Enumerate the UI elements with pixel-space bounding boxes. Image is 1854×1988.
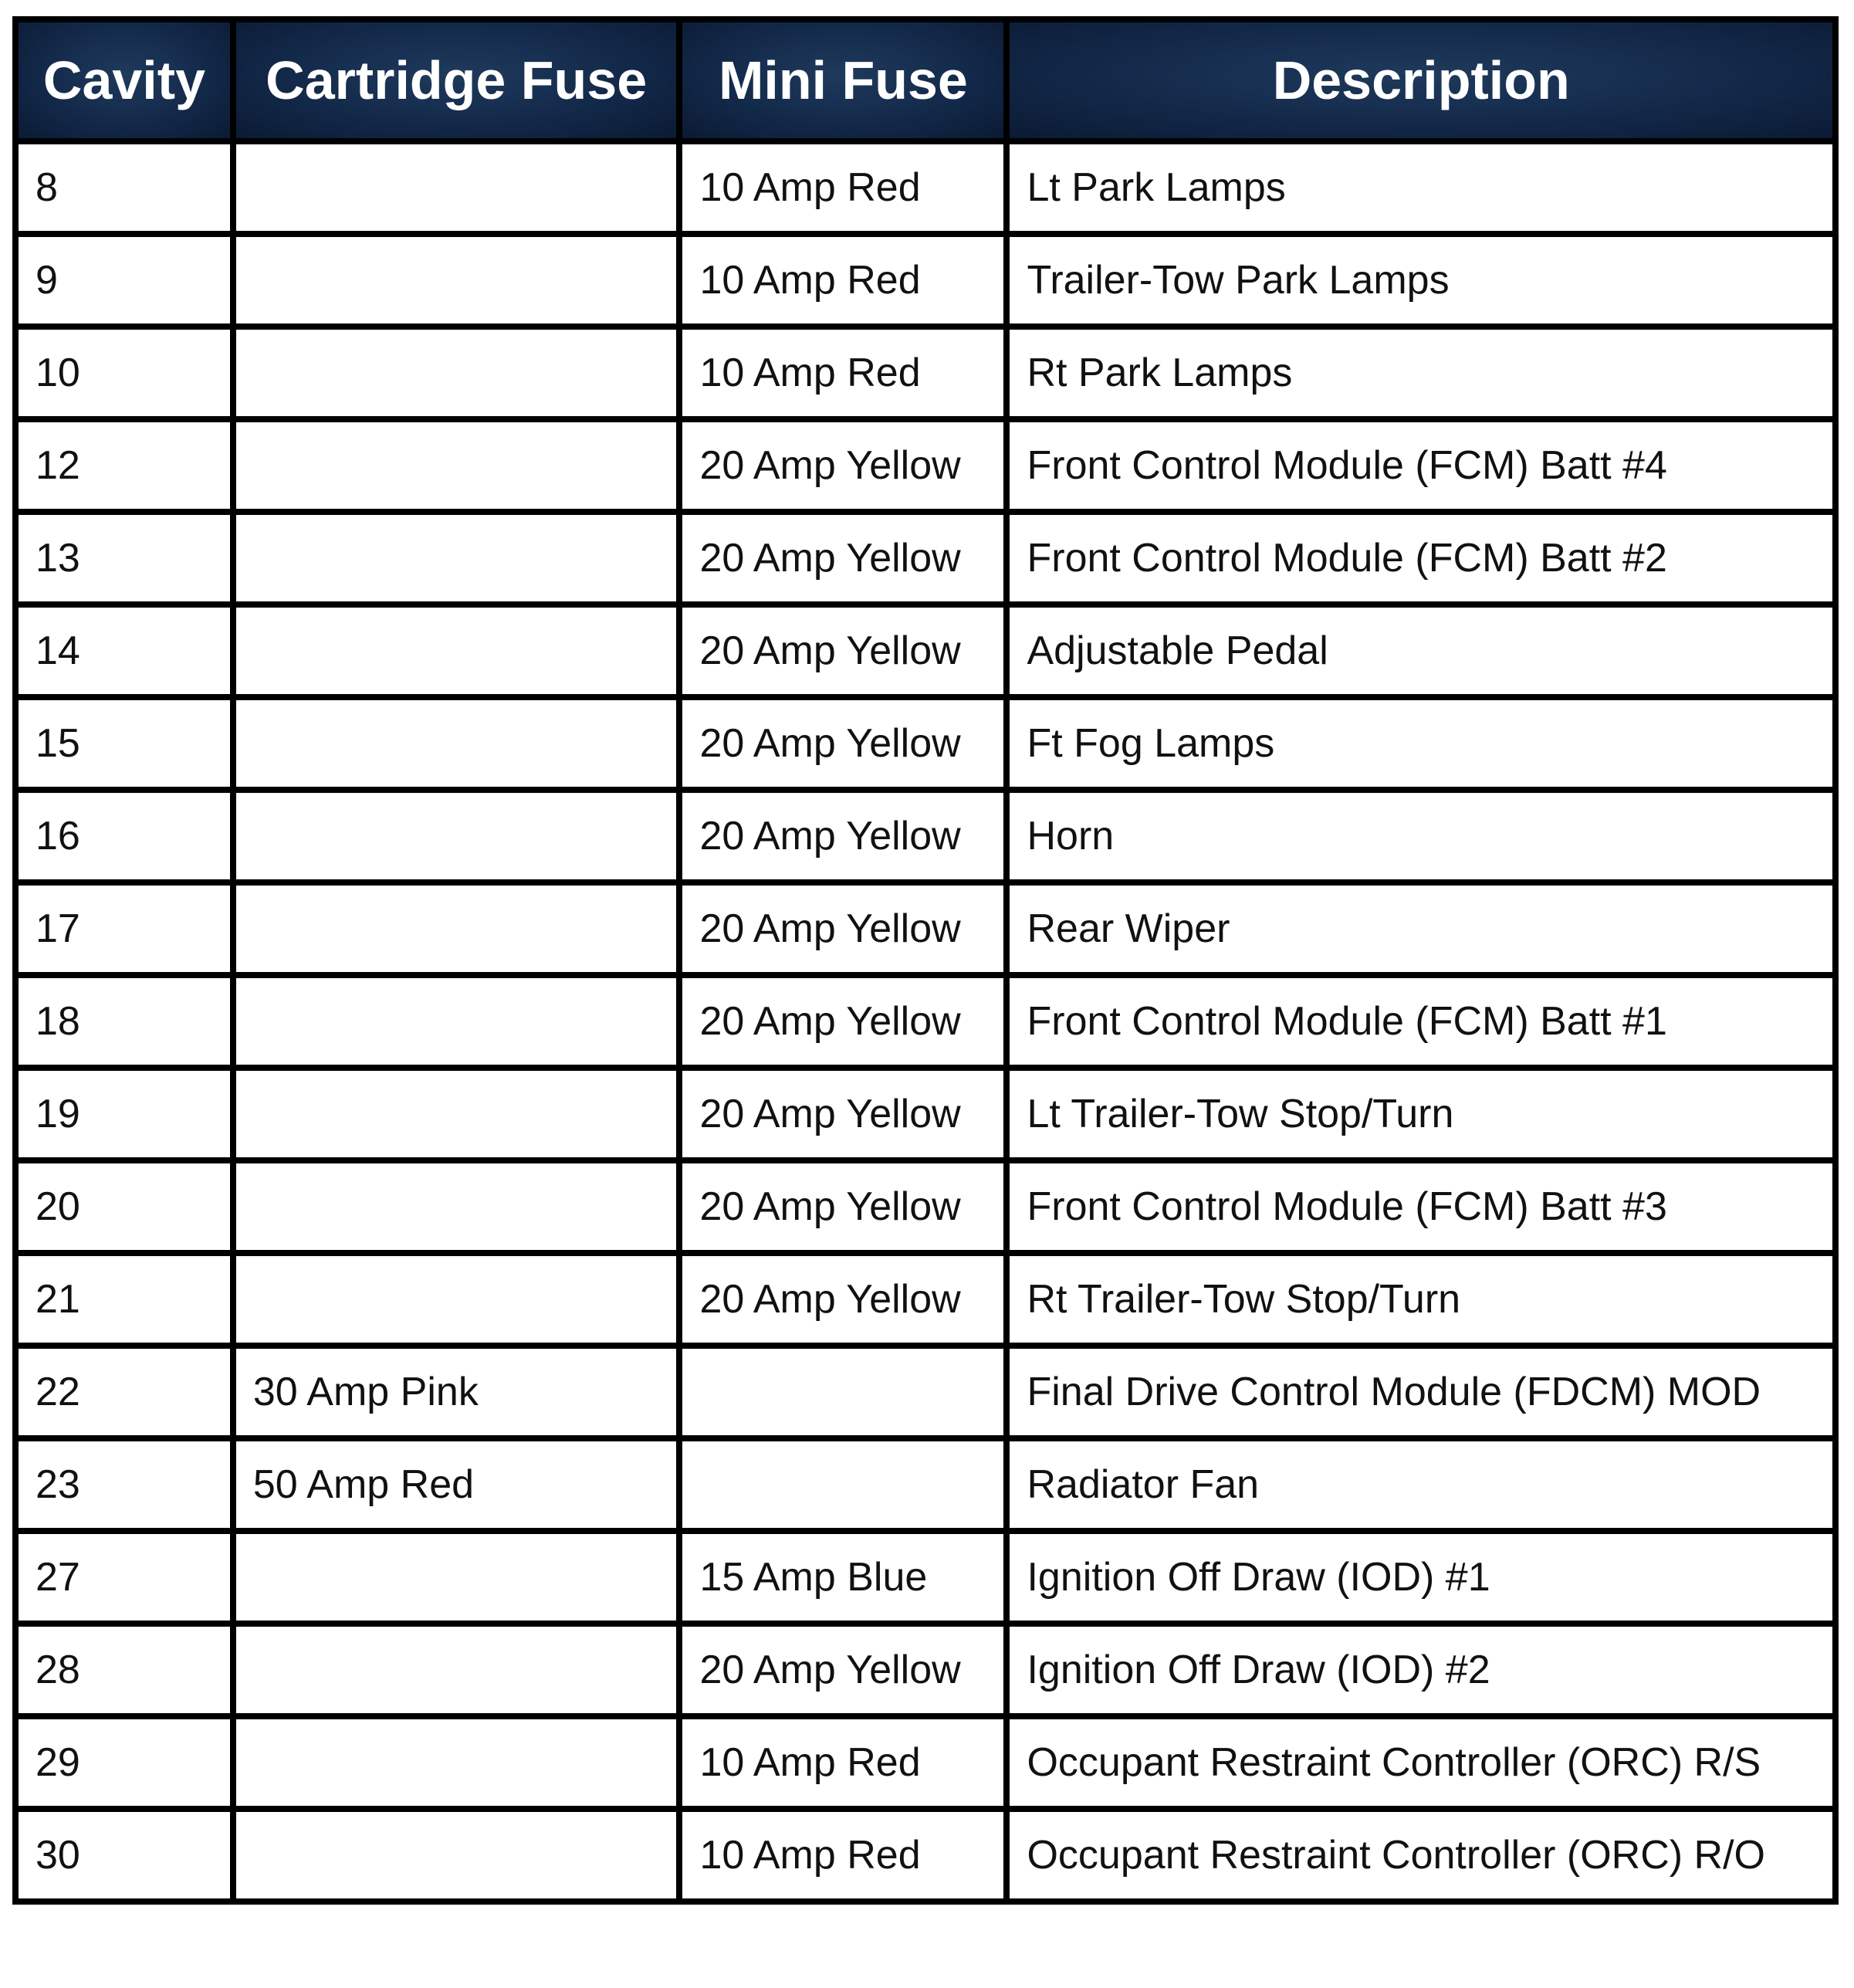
table-row bbox=[15, 327, 1835, 419]
mini-fuse-cell: 10 Amp Red bbox=[679, 234, 1007, 327]
header-description: Description bbox=[1007, 19, 1835, 141]
table-row bbox=[15, 1346, 1835, 1438]
cartridge-fuse-cell bbox=[233, 882, 680, 975]
table-row bbox=[15, 975, 1835, 1068]
table-row bbox=[15, 1068, 1835, 1160]
description-cell: Ignition Off Draw (IOD) #1 bbox=[1007, 1531, 1835, 1624]
cavity-cell: 14 bbox=[15, 605, 233, 697]
table-row bbox=[15, 1809, 1835, 1902]
header-cartridge-fuse: Cartridge Fuse bbox=[233, 19, 680, 141]
cavity-cell: 30 bbox=[15, 1809, 233, 1902]
cavity-cell: 9 bbox=[15, 234, 233, 327]
cartridge-fuse-cell: 50 Amp Red bbox=[233, 1438, 680, 1531]
description-cell: Occupant Restraint Controller (ORC) R/S bbox=[1007, 1716, 1835, 1809]
cavity-cell: 19 bbox=[15, 1068, 233, 1160]
description-cell: Lt Trailer-Tow Stop/Turn bbox=[1007, 1068, 1835, 1160]
mini-fuse-cell: 20 Amp Yellow bbox=[679, 697, 1007, 790]
cavity-cell: 22 bbox=[15, 1346, 233, 1438]
description-cell: Trailer-Tow Park Lamps bbox=[1007, 234, 1835, 327]
fuse-table bbox=[12, 16, 1839, 1905]
mini-fuse-cell: 20 Amp Yellow bbox=[679, 1253, 1007, 1346]
header-row bbox=[15, 19, 1835, 141]
mini-fuse-cell: 20 Amp Yellow bbox=[679, 605, 1007, 697]
description-cell: Front Control Module (FCM) Batt #2 bbox=[1007, 512, 1835, 605]
mini-fuse-cell bbox=[679, 1346, 1007, 1438]
mini-fuse-cell: 10 Amp Red bbox=[679, 327, 1007, 419]
mini-fuse-cell: 20 Amp Yellow bbox=[679, 975, 1007, 1068]
cartridge-fuse-cell bbox=[233, 1531, 680, 1624]
description-cell: Rt Park Lamps bbox=[1007, 327, 1835, 419]
description-cell: Front Control Module (FCM) Batt #4 bbox=[1007, 419, 1835, 512]
table-row bbox=[15, 1438, 1835, 1531]
cavity-cell: 8 bbox=[15, 141, 233, 234]
mini-fuse-cell: 20 Amp Yellow bbox=[679, 1160, 1007, 1253]
table-row bbox=[15, 882, 1835, 975]
cartridge-fuse-cell bbox=[233, 790, 680, 882]
cavity-cell: 13 bbox=[15, 512, 233, 605]
table-row bbox=[15, 790, 1835, 882]
cavity-cell: 18 bbox=[15, 975, 233, 1068]
cavity-cell: 12 bbox=[15, 419, 233, 512]
mini-fuse-cell bbox=[679, 1438, 1007, 1531]
cartridge-fuse-cell bbox=[233, 605, 680, 697]
cartridge-fuse-cell bbox=[233, 1160, 680, 1253]
cartridge-fuse-cell bbox=[233, 1624, 680, 1716]
table-row bbox=[15, 141, 1835, 234]
mini-fuse-cell: 20 Amp Yellow bbox=[679, 790, 1007, 882]
cavity-cell: 16 bbox=[15, 790, 233, 882]
mini-fuse-cell: 10 Amp Red bbox=[679, 1716, 1007, 1809]
description-cell: Rt Trailer-Tow Stop/Turn bbox=[1007, 1253, 1835, 1346]
table-row bbox=[15, 1531, 1835, 1624]
mini-fuse-cell: 15 Amp Blue bbox=[679, 1531, 1007, 1624]
description-cell: Adjustable Pedal bbox=[1007, 605, 1835, 697]
cartridge-fuse-cell bbox=[233, 1809, 680, 1902]
description-cell: Final Drive Control Module (FDCM) MOD bbox=[1007, 1346, 1835, 1438]
mini-fuse-cell: 20 Amp Yellow bbox=[679, 1068, 1007, 1160]
cartridge-fuse-cell bbox=[233, 419, 680, 512]
cartridge-fuse-cell bbox=[233, 697, 680, 790]
table-row bbox=[15, 1160, 1835, 1253]
table-row bbox=[15, 234, 1835, 327]
cartridge-fuse-cell bbox=[233, 141, 680, 234]
mini-fuse-cell: 10 Amp Red bbox=[679, 1809, 1007, 1902]
cavity-cell: 28 bbox=[15, 1624, 233, 1716]
description-cell: Front Control Module (FCM) Batt #3 bbox=[1007, 1160, 1835, 1253]
cavity-cell: 23 bbox=[15, 1438, 233, 1531]
table-row bbox=[15, 1253, 1835, 1346]
cartridge-fuse-cell bbox=[233, 234, 680, 327]
cavity-cell: 15 bbox=[15, 697, 233, 790]
table-row bbox=[15, 419, 1835, 512]
cartridge-fuse-cell bbox=[233, 1253, 680, 1346]
cartridge-fuse-cell bbox=[233, 512, 680, 605]
table-row bbox=[15, 1716, 1835, 1809]
cartridge-fuse-cell: 30 Amp Pink bbox=[233, 1346, 680, 1438]
mini-fuse-cell: 20 Amp Yellow bbox=[679, 512, 1007, 605]
mini-fuse-cell: 10 Amp Red bbox=[679, 141, 1007, 234]
table-row bbox=[15, 1624, 1835, 1716]
description-cell: Horn bbox=[1007, 790, 1835, 882]
table-row bbox=[15, 512, 1835, 605]
table-row bbox=[15, 697, 1835, 790]
header-mini-fuse: Mini Fuse bbox=[679, 19, 1007, 141]
description-cell: Front Control Module (FCM) Batt #1 bbox=[1007, 975, 1835, 1068]
table-row bbox=[15, 605, 1835, 697]
header-cavity: Cavity bbox=[15, 19, 233, 141]
description-cell: Occupant Restraint Controller (ORC) R/O bbox=[1007, 1809, 1835, 1902]
mini-fuse-cell: 20 Amp Yellow bbox=[679, 419, 1007, 512]
mini-fuse-cell: 20 Amp Yellow bbox=[679, 1624, 1007, 1716]
cartridge-fuse-cell bbox=[233, 1716, 680, 1809]
cartridge-fuse-cell bbox=[233, 327, 680, 419]
description-cell: Lt Park Lamps bbox=[1007, 141, 1835, 234]
description-cell: Ignition Off Draw (IOD) #2 bbox=[1007, 1624, 1835, 1716]
mini-fuse-cell: 20 Amp Yellow bbox=[679, 882, 1007, 975]
description-cell: Ft Fog Lamps bbox=[1007, 697, 1835, 790]
cavity-cell: 21 bbox=[15, 1253, 233, 1346]
cavity-cell: 17 bbox=[15, 882, 233, 975]
description-cell: Rear Wiper bbox=[1007, 882, 1835, 975]
cavity-cell: 27 bbox=[15, 1531, 233, 1624]
cavity-cell: 29 bbox=[15, 1716, 233, 1809]
cavity-cell: 20 bbox=[15, 1160, 233, 1253]
cartridge-fuse-cell bbox=[233, 975, 680, 1068]
cartridge-fuse-cell bbox=[233, 1068, 680, 1160]
description-cell: Radiator Fan bbox=[1007, 1438, 1835, 1531]
cavity-cell: 10 bbox=[15, 327, 233, 419]
